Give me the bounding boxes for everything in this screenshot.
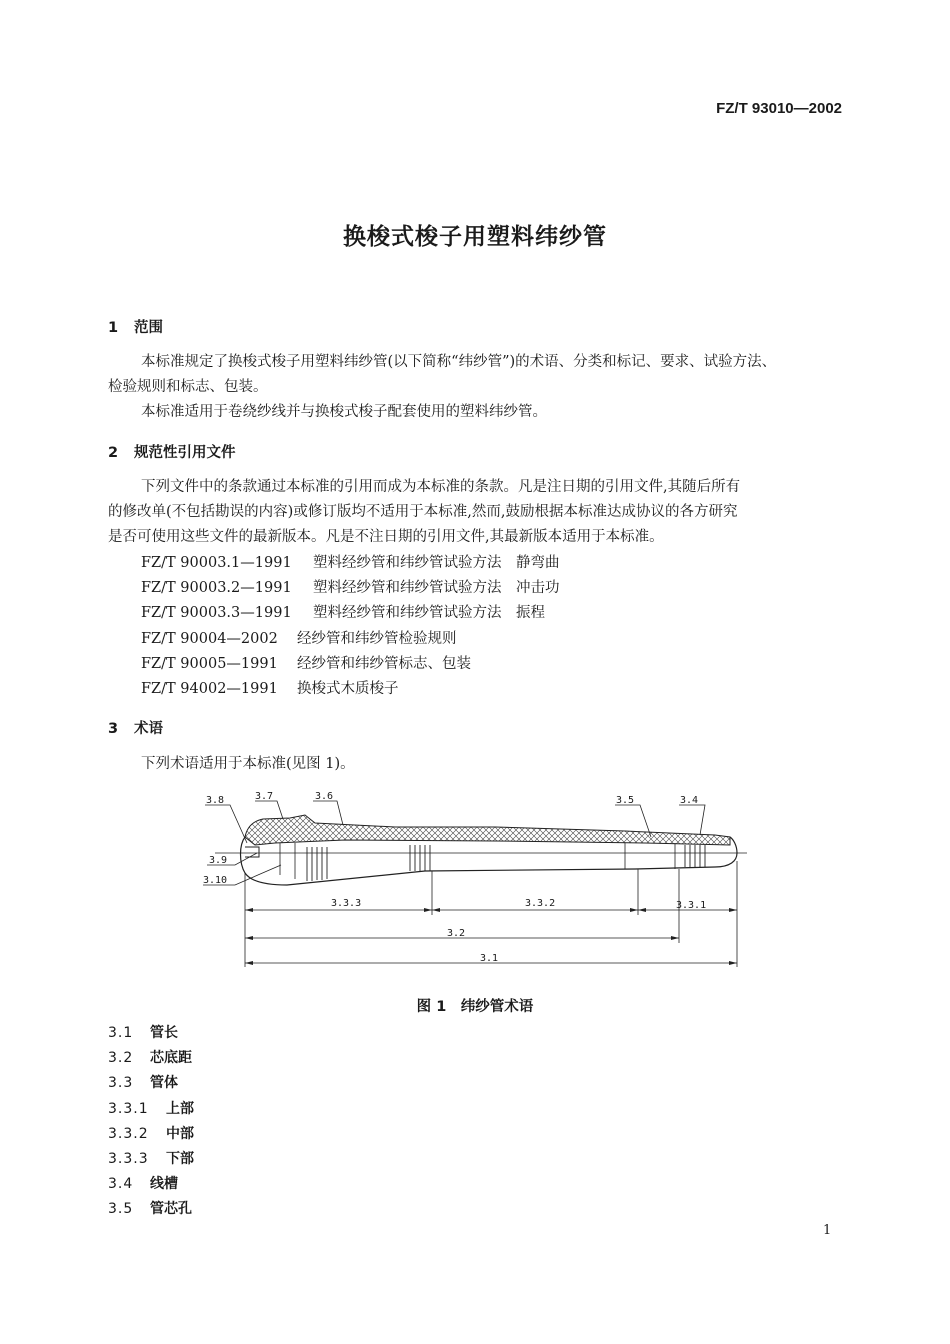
dimension-3-3-1: 3.3.1 — [676, 900, 707, 911]
reference-code: FZ/T 90003.3—1991 — [141, 605, 292, 621]
term-number: 3.3.2 — [108, 1126, 149, 1142]
reference-code: FZ/T 90003.1—1991 — [141, 555, 292, 571]
term-item — [108, 1047, 192, 1067]
reference-item — [141, 627, 457, 648]
tube-wall-hatched — [245, 815, 730, 845]
reference-item — [141, 601, 545, 622]
text-line: 本标准适用于卷绕纱线并与换梭式梭子配套使用的塑料纬纱管。 — [141, 404, 547, 420]
term-item — [108, 1173, 178, 1193]
term-number: 3.1 — [108, 1025, 134, 1041]
reference-item — [141, 551, 560, 572]
reference-title: 换梭式木质梭子 — [297, 681, 399, 697]
term-number: 3.3.1 — [108, 1101, 149, 1117]
label-3-5: 3.5 — [616, 795, 635, 806]
pirn-terminology-figure — [195, 785, 755, 975]
term-item — [108, 1198, 192, 1218]
section-2-heading — [108, 441, 236, 462]
reference-title: 塑料经纱管和纬纱管试验方法 振程 — [313, 605, 545, 621]
section-title: 范围 — [134, 320, 163, 336]
term-name: 芯底距 — [150, 1050, 192, 1066]
term-name: 管体 — [150, 1075, 178, 1091]
term-item — [108, 1123, 194, 1143]
reference-item — [141, 677, 399, 698]
text-line: 是否可使用这些文件的最新版本。凡是不注日期的引用文件,其最新版本适用于本标准。 — [108, 529, 664, 545]
text-line: 下列文件中的条款通过本标准的引用而成为本标准的条款。凡是注日期的引用文件,其随后所有 — [141, 479, 741, 495]
label-3-4: 3.4 — [680, 795, 699, 806]
reference-code: FZ/T 90005—1991 — [141, 656, 278, 672]
reference-title: 经纱管和纬纱管检验规则 — [297, 631, 457, 647]
bore-line — [280, 843, 675, 879]
dimension-3-1: 3.1 — [480, 953, 499, 964]
section-1-heading — [108, 316, 163, 337]
section-1-paragraph-1 — [108, 350, 844, 400]
reference-code: FZ/T 90003.2—1991 — [141, 580, 292, 596]
text-line: 本标准规定了换梭式梭子用塑料纬纱管(以下简称“纬纱管”)的术语、分类和标记、要求、试验方法、 — [141, 354, 777, 370]
term-item — [108, 1098, 194, 1118]
term-item — [108, 1148, 194, 1168]
term-name: 管芯孔 — [150, 1201, 192, 1217]
term-name: 中部 — [166, 1126, 194, 1142]
reference-code: FZ/T 90004—2002 — [141, 631, 278, 647]
reference-title: 塑料经纱管和纬纱管试验方法 冲击功 — [313, 580, 560, 596]
figure-caption: 图 1 纬纱管术语 — [416, 999, 534, 1015]
dimension-lines — [245, 861, 737, 967]
reference-title: 塑料经纱管和纬纱管试验方法 静弯曲 — [313, 555, 560, 571]
section-title: 规范性引用文件 — [134, 445, 236, 461]
section-number: 2 — [108, 445, 119, 461]
text-line: 检验规则和标志、包装。 — [108, 379, 268, 395]
term-number: 3.2 — [108, 1050, 134, 1066]
page-number: 1 — [823, 1223, 832, 1238]
reference-item — [141, 652, 471, 673]
term-item — [108, 1022, 178, 1042]
section-title: 术语 — [134, 721, 163, 737]
reference-title: 经纱管和纬纱管标志、包装 — [297, 656, 471, 672]
term-item — [108, 1072, 178, 1092]
term-number: 3.3 — [108, 1075, 134, 1091]
section-3-intro — [108, 752, 844, 777]
reference-code: FZ/T 94002—1991 — [141, 681, 278, 697]
ring-grooves — [307, 845, 705, 881]
text-line: 的修改单(不包括勘误的内容)或修订版均不适用于本标准,然而,鼓励根据本标准达成协议的各方研究 — [108, 504, 738, 520]
label-3-6: 3.6 — [315, 791, 334, 802]
dimension-3-3-3: 3.3.3 — [331, 898, 362, 909]
term-name: 下部 — [166, 1151, 194, 1167]
label-3-8: 3.8 — [206, 795, 225, 806]
term-name: 上部 — [166, 1101, 194, 1117]
standard-number: FZ/T 93010—2002 — [716, 100, 842, 117]
section-2-paragraph — [108, 475, 844, 550]
term-number: 3.5 — [108, 1201, 134, 1217]
section-number: 1 — [108, 320, 119, 336]
text-line: 下列术语适用于本标准(见图 1)。 — [141, 756, 355, 772]
section-number: 3 — [108, 721, 119, 737]
term-number: 3.4 — [108, 1176, 134, 1192]
dimension-3-3-2: 3.3.2 — [525, 898, 556, 909]
term-number: 3.3.3 — [108, 1151, 149, 1167]
term-name: 线槽 — [150, 1176, 178, 1192]
section-1-paragraph-2 — [108, 400, 844, 425]
label-3-7: 3.7 — [255, 791, 274, 802]
dimension-3-2: 3.2 — [447, 928, 466, 939]
document-title: 换梭式梭子用塑料纬纱管 — [343, 224, 607, 250]
label-3-10: 3.10 — [203, 875, 228, 886]
section-3-heading — [108, 717, 163, 738]
term-name: 管长 — [150, 1025, 178, 1041]
label-3-9: 3.9 — [209, 855, 228, 866]
tube-outline — [241, 837, 738, 885]
reference-item — [141, 576, 560, 597]
